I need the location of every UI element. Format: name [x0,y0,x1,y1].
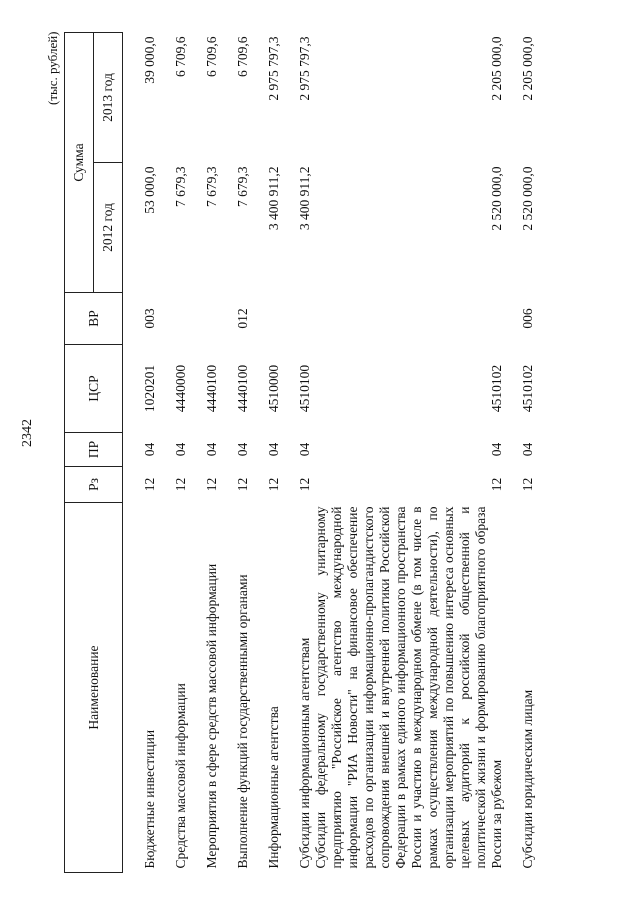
table-row [220,32,251,872]
row-sum-2012: 3 400 911,2 [297,166,312,231]
row-rz: 12 [204,477,219,492]
row-sum-2013: 39 000,0 [142,36,157,84]
table-row [123,32,159,872]
table-row [189,32,220,872]
row-sum-2013: 6 709,6 [173,36,188,77]
unit-note: (тыс. рублей) [45,31,60,105]
row-pr: 04 [297,442,312,457]
row-pr: 04 [173,442,188,457]
row-rz: 12 [489,477,504,492]
row-csr: 4510100 [297,364,312,413]
table-row [313,32,505,872]
table-row [251,32,282,872]
row-vr: 006 [520,308,535,329]
row-name: Мероприятия в сфере средств массовой информации [204,563,219,869]
row-sum-2012: 3 400 911,2 [266,166,281,231]
row-csr: 1020201 [142,364,157,413]
row-sum-2013: 2 975 797,3 [297,36,312,101]
row-pr: 04 [520,442,535,457]
header-pr: ПР [65,433,123,467]
row-csr: 4510000 [266,364,281,413]
row-name: Средства массовой информации [173,683,188,869]
row-pr: 04 [489,442,504,457]
row-rz: 12 [173,477,188,492]
row-vr [189,293,220,345]
header-year-2013: 2013 год [94,32,123,162]
budget-table [64,32,536,873]
row-vr: 003 [142,308,157,329]
row-rz: 12 [520,477,535,492]
row-sum-2013: 2 205 000,0 [520,36,535,101]
page-number: 2342 [20,419,35,447]
row-csr: 4440100 [204,364,219,413]
row-name: Субсидии информационным агентствам [297,637,312,869]
row-vr: 012 [235,308,250,329]
table-header [65,32,123,872]
row-sum-2012: 2 520 000,0 [520,166,535,231]
header-year-2012: 2012 год [94,163,123,293]
row-name: Информационные агентства [266,706,281,869]
row-sum-2012: 2 520 000,0 [489,166,504,231]
row-vr [282,293,313,345]
row-name: Субсидии федеральному государственному унитарному предприятию "Российское агентство международной информации "РИА Новости" на финансовое обеспечение расходов по организации информационно-пропагандистского сопровождения внешней и внутренней политики Российской Федерации в рамках единого информационного пространства России и участию в международном обмене (в том числе в рамках осуществления международной деятельности), по организации мероприятий по повышению интереса основных целевых аудиторий к российской общественной и политической жизни и формированию благоприятного образа России за рубежом [313,506,504,869]
row-sum-2012: 53 000,0 [142,166,157,214]
row-sum-2012: 7 679,3 [204,166,219,207]
row-csr: 4440100 [235,364,250,413]
row-pr: 04 [204,442,219,457]
table-row [158,32,189,872]
row-sum-2013: 6 709,6 [235,36,250,77]
row-pr: 04 [266,442,281,457]
row-pr: 04 [142,442,157,457]
header-sum: Сумма [65,32,94,292]
table-row [282,32,313,872]
row-csr: 4510102 [489,364,504,413]
row-vr [313,293,505,345]
row-rz: 12 [266,477,281,492]
header-rz: Рз [65,467,123,503]
row-csr: 4510102 [520,364,535,413]
row-rz: 12 [142,477,157,492]
row-pr: 04 [235,442,250,457]
row-name: Бюджетные инвестиции [142,729,157,869]
row-rz: 12 [235,477,250,492]
row-name: Субсидии юридическим лицам [520,689,535,869]
header-vr: ВР [65,293,123,345]
header-csr: ЦСР [65,345,123,433]
header-name: Наименование [65,503,123,873]
row-vr [251,293,282,345]
row-vr [158,293,189,345]
table-row [505,32,536,872]
row-name: Выполнение функций государственными органами [235,574,250,869]
row-csr: 4440000 [173,364,188,413]
row-sum-2013: 6 709,6 [204,36,219,77]
row-rz: 12 [297,477,312,492]
row-sum-2013: 2 975 797,3 [266,36,281,101]
table-body [123,32,537,872]
row-sum-2013: 2 205 000,0 [489,36,504,101]
row-sum-2012: 7 679,3 [235,166,250,207]
row-sum-2012: 7 679,3 [173,166,188,207]
